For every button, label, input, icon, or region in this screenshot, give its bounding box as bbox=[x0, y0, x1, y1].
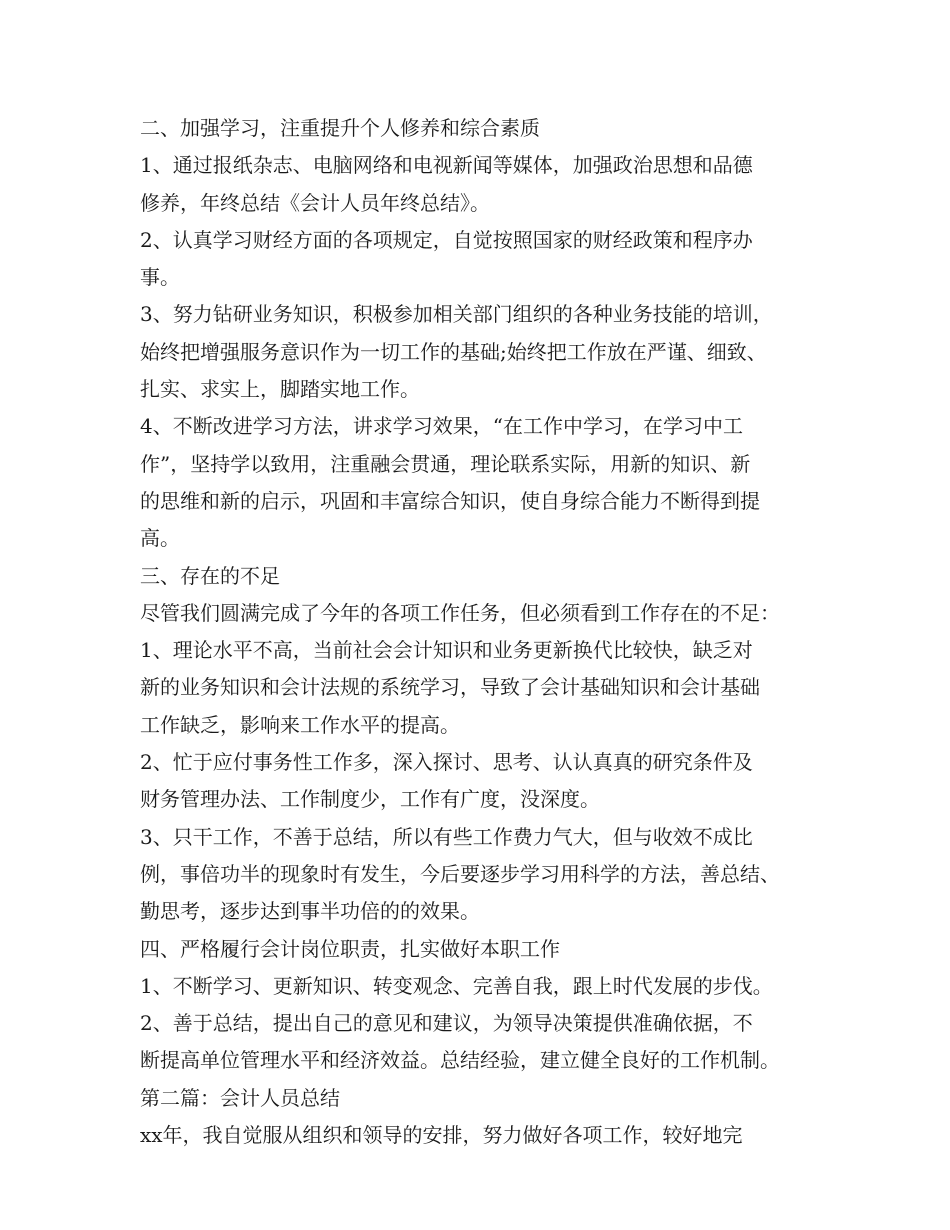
heading-section-2: 二、加强学习，注重提升个人修养和综合素质 bbox=[140, 116, 540, 140]
text-line: 尽管我们圆满完成了今年的各项工作任务，但必须看到工作存在的不足： bbox=[140, 600, 780, 625]
text-line: 工作缺乏，影响来工作水平的提高。 bbox=[140, 712, 460, 737]
text-line: 1、不断学习、更新知识、转变观念、完善自我，跟上时代发展的步伐。 bbox=[140, 973, 773, 998]
text-line: 2、忙于应付事务性工作多，深入探讨、思考、认认真真的研究条件及 bbox=[140, 750, 753, 775]
text-line: 1、通过报纸杂志、电脑网络和电视新闻等媒体，加强政治思想和品德 bbox=[140, 153, 753, 178]
text-line: 例，事倍功半的现象时有发生，今后要逐步学习用科学的方法，善总结、 bbox=[140, 861, 780, 886]
text-line: 1、理论水平不高，当前社会会计知识和业务更新换代比较快，缺乏对 bbox=[140, 638, 753, 663]
text-line: 断提高单位管理水平和经济效益。总结经验，建立健全良好的工作机制。 bbox=[140, 1048, 780, 1073]
document-body bbox=[140, 110, 830, 1154]
text-line: xx年，我自觉服从组织和领导的安排，努力做好各项工作，较好地完 bbox=[140, 1123, 743, 1148]
text-line: 新的业务知识和会计法规的系统学习，导致了会计基础知识和会计基础 bbox=[140, 675, 760, 700]
text-line: 4、不断改进学习方法，讲求学习效果，“在工作中学习，在学习中工 bbox=[140, 414, 743, 439]
text-line: 修养，年终总结《会计人员年终总结》。 bbox=[140, 190, 490, 215]
text-line: 3、努力钻研业务知识，积极参加相关部门组织的各种业务技能的培训， bbox=[140, 302, 773, 327]
text-line: 的思维和新的启示，巩固和丰富综合知识，使自身综合能力不断得到提 bbox=[140, 488, 760, 513]
heading-part-2: 第二篇：会计人员总结 bbox=[140, 1085, 340, 1110]
text-line: 作”，坚持学以致用，注重融会贯通，理论联系实际，用新的知识、新 bbox=[140, 451, 751, 476]
text-line: 财务管理办法、工作制度少，工作有广度，没深度。 bbox=[140, 787, 600, 812]
text-line: 高。 bbox=[140, 526, 180, 551]
text-line: 扎实、求实上，脚踏实地工作。 bbox=[140, 377, 420, 402]
text-line: 3、只干工作，不善于总结，所以有些工作费力气大，但与收效不成比 bbox=[140, 824, 753, 849]
heading-section-4: 四、严格履行会计岗位职责，扎实做好本职工作 bbox=[140, 936, 560, 961]
text-line: 始终把增强服务意识作为一切工作的基础;始终把工作放在严谨、细致、 bbox=[140, 339, 767, 364]
heading-section-3: 三、存在的不足 bbox=[140, 563, 280, 588]
text-line: 2、善于总结，提出自己的意见和建议，为领导决策提供准确依据，不 bbox=[140, 1011, 753, 1036]
text-line: 勤思考，逐步达到事半功倍的的效果。 bbox=[140, 899, 480, 924]
text-line: 事。 bbox=[140, 265, 180, 290]
text-line: 2、认真学习财经方面的各项规定，自觉按照国家的财经政策和程序办 bbox=[140, 227, 753, 252]
